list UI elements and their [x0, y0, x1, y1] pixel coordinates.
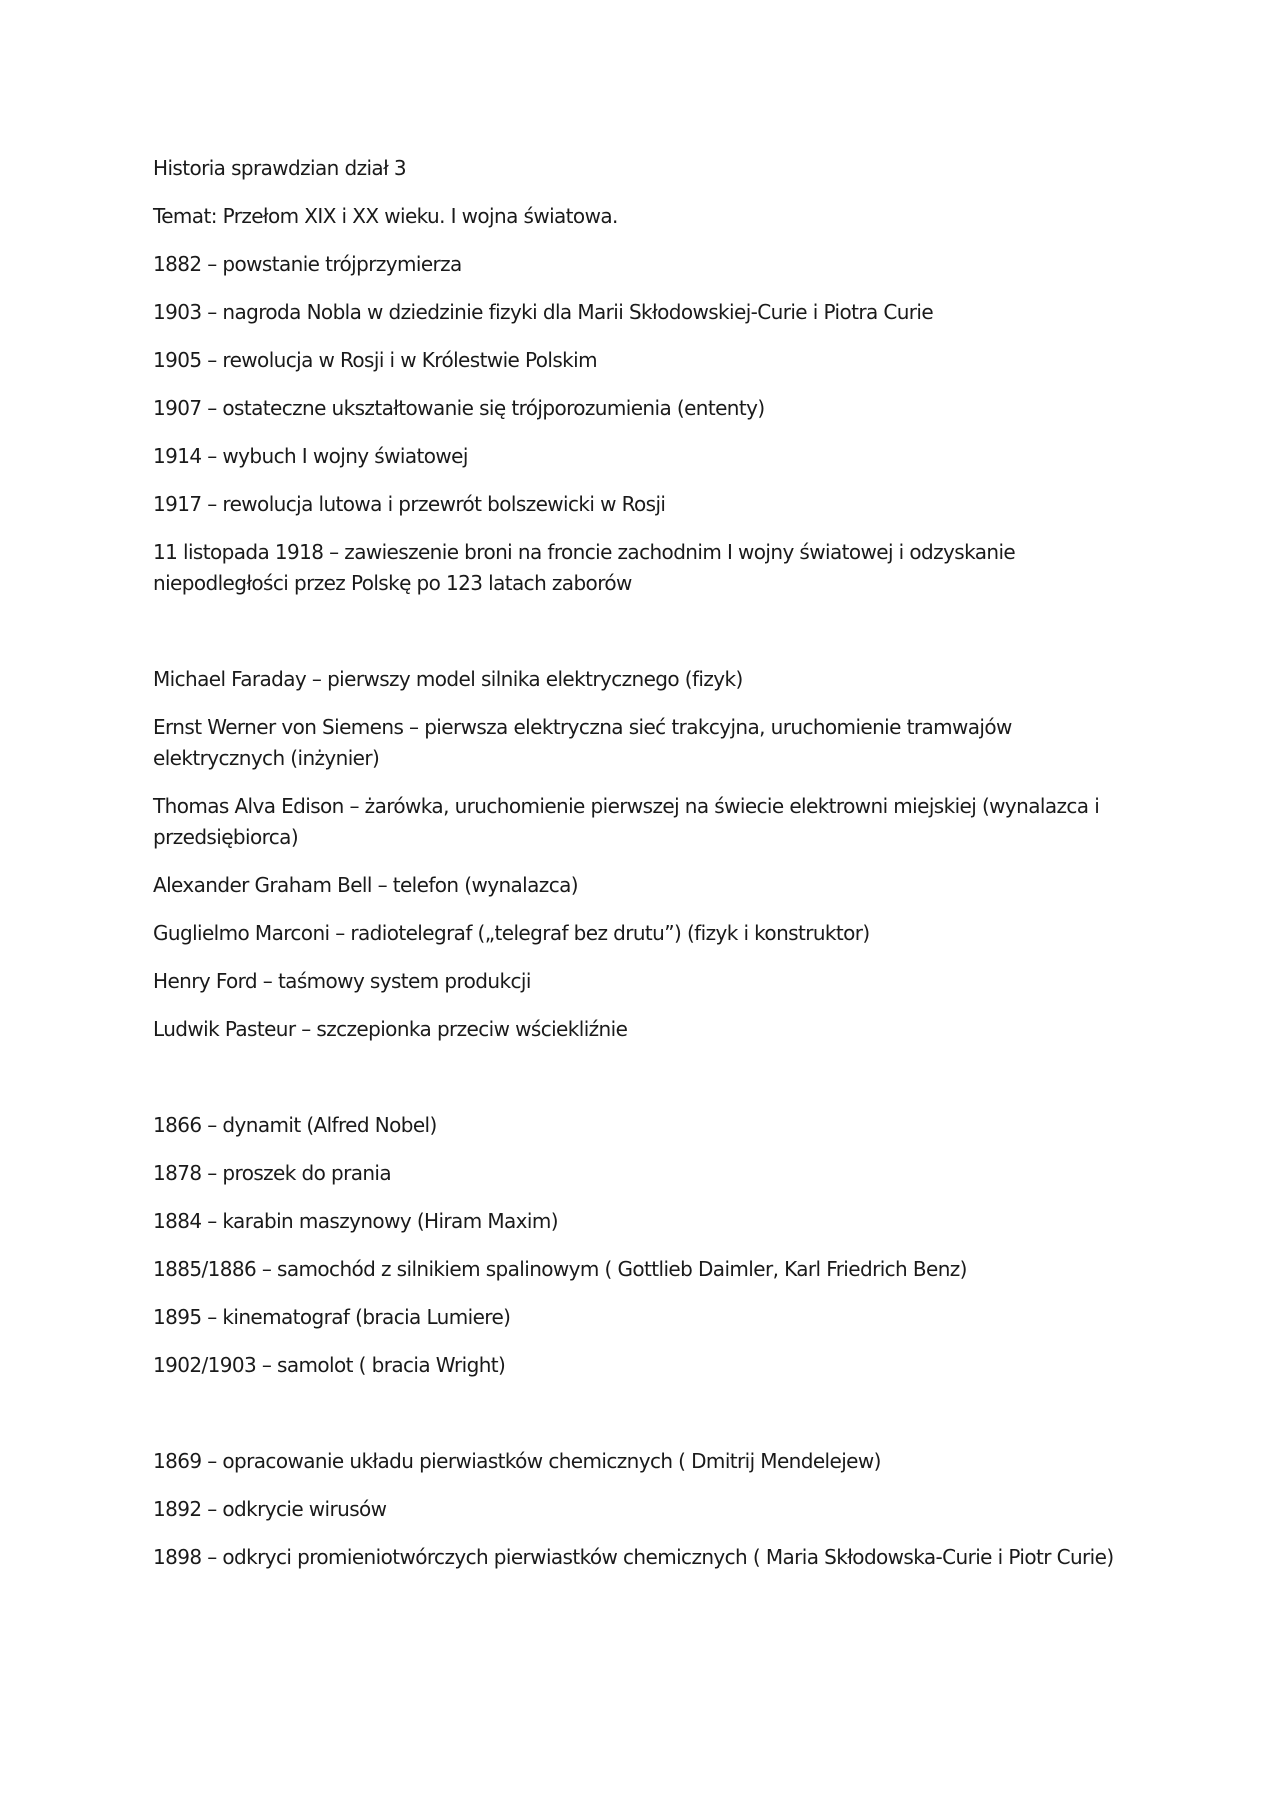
- person-entry: Thomas Alva Edison – żarówka, uruchomienie pierwszej na świecie elektrowni miejskiej (wynalazca i przedsiębiorca): [153, 794, 1100, 849]
- date-entry: 1907 – ostateczne ukształtowanie się trójporozumienia (ententy): [153, 396, 765, 420]
- invention-entry: 1878 – proszek do prania: [153, 1161, 392, 1185]
- person-entry: Ludwik Pasteur – szczepionka przeciw wściekliźnie: [153, 1017, 628, 1041]
- person-entry: Henry Ford – taśmowy system produkcji: [153, 969, 531, 993]
- invention-entry: 1884 – karabin maszynowy (Hiram Maxim): [153, 1209, 558, 1233]
- document-title: Historia sprawdzian dział 3: [153, 156, 407, 180]
- invention-entry: 1902/1903 – samolot ( bracia Wright): [153, 1353, 506, 1377]
- science-entry: 1892 – odkrycie wirusów: [153, 1497, 387, 1521]
- date-entry: 11 listopada 1918 – zawieszenie broni na froncie zachodnim I wojny światowej i odzyskanie niepodległości przez Polskę po 123 latach zaborów: [153, 540, 1016, 595]
- date-entry: 1914 – wybuch I wojny światowej: [153, 444, 468, 468]
- blank-line: [153, 1062, 1128, 1093]
- invention-entry: 1866 – dynamit (Alfred Nobel): [153, 1113, 437, 1137]
- person-entry: Michael Faraday – pierwszy model silnika elektrycznego (fizyk): [153, 667, 743, 691]
- science-entry: 1898 – odkryci promieniotwórczych pierwiastków chemicznych ( Maria Skłodowska-Curie i Piotr Curie): [153, 1545, 1114, 1569]
- date-entry: 1882 – powstanie trójprzymierza: [153, 252, 462, 276]
- person-entry: Guglielmo Marconi – radiotelegraf („telegraf bez drutu”) (fizyk i konstruktor): [153, 921, 870, 945]
- date-entry: 1905 – rewolucja w Rosji i w Królestwie Polskim: [153, 348, 597, 372]
- person-entry: Ernst Werner von Siemens – pierwsza elektryczna sieć trakcyjna, uruchomienie tramwajów elektrycznych (inżynier): [153, 715, 1012, 770]
- document-body: [153, 153, 1128, 1590]
- blank-line: [153, 616, 1128, 647]
- invention-entry: 1885/1886 – samochód z silnikiem spalinowym ( Gottlieb Daimler, Karl Friedrich Benz): [153, 1257, 967, 1281]
- blank-line: [153, 1398, 1128, 1429]
- invention-entry: 1895 – kinematograf (bracia Lumiere): [153, 1305, 511, 1329]
- document-topic: Temat: Przełom XIX i XX wieku. I wojna światowa.: [153, 204, 618, 228]
- date-entry: 1903 – nagroda Nobla w dziedzinie fizyki dla Marii Skłodowskiej-Curie i Piotra Curie: [153, 300, 934, 324]
- person-entry: Alexander Graham Bell – telefon (wynalazca): [153, 873, 578, 897]
- science-entry: 1869 – opracowanie układu pierwiastków chemicznych ( Dmitrij Mendelejew): [153, 1449, 881, 1473]
- date-entry: 1917 – rewolucja lutowa i przewrót bolszewicki w Rosji: [153, 492, 666, 516]
